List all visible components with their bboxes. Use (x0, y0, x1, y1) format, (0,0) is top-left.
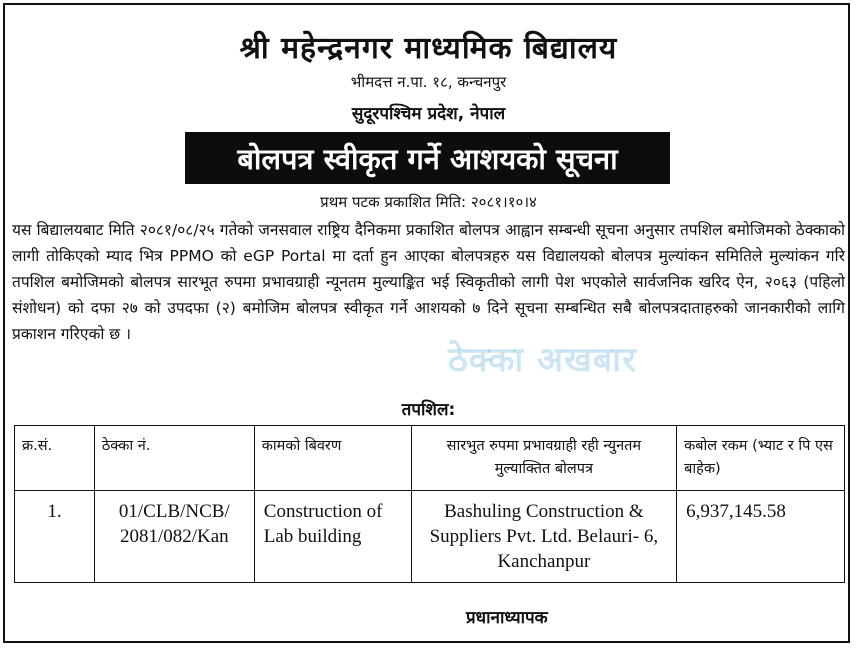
header-amount: कबोल रकम (भ्याट र पि एस बाहेक) (677, 426, 845, 491)
table-row (15, 491, 845, 583)
school-name: श्री महेन्द्रनगर माध्यमिक बिद्यालय (239, 31, 618, 66)
header-contract-no: ठेक्का नं. (94, 426, 254, 491)
cell-description: Construction of Lab building (254, 491, 411, 583)
watermark-text: ठेक्का अखबार (448, 340, 637, 380)
header-bidder: सारभुत रुपमा प्रभावग्राही रही न्युनतम मुल्याक्तित बोलपत्र (411, 426, 677, 491)
table-header-row (15, 426, 845, 491)
header-description: कामको बिवरण (254, 426, 411, 491)
cell-serial: 1. (15, 491, 95, 583)
cell-bidder: Bashuling Construction & Suppliers Pvt. Ltd. Belauri- 6, Kanchanpur (411, 491, 677, 583)
header-serial: क्र.सं. (15, 426, 95, 491)
cell-contract-no: 01/CLB/NCB/ 2081/082/Kan (94, 491, 254, 583)
cell-amount: 6,937,145.58 (677, 491, 845, 583)
signature-title: प्रधानाध्यापक (466, 608, 548, 628)
school-address: भीमदत्त न.पा. १८, कन्चनपुर (350, 73, 507, 91)
schedule-table (14, 425, 845, 583)
schedule-title: तपशिल: (401, 400, 456, 420)
notice-title: बोलपत्र स्वीकृत गर्ने आशयको सूचना (237, 141, 618, 176)
province-line: सुदूरपश्चिम प्रदेश, नेपाल (351, 104, 506, 124)
first-published-date: प्रथम पटक प्रकाशित मिति: २०८१।१०।४ (320, 193, 537, 211)
notice-title-banner (185, 132, 670, 184)
notice-body: यस बिद्यालयबाट मिति २०८१/०८/२५ गतेको जनसवाल राष्ट्रिय दैनिकमा प्रकाशित बोलपत्र आह्वान सम्बन्धी सूचना अनुसार तपशिल बमोजिमको ठेक्काको लागी तोकिएको म्याद भित्र PPMO को eGP Portal मा दर्ता हुन आएका बोलपत्रहरु यस विद्यालयको बोलपत्र मुल्यांकन समितिले मुल्यांकन गरि तपशिल बमोजिमको बोलपत्र सारभूत रुपमा प्रभावग्राही न्यूनतम मुल्याङ्कित भई स्विकृतीको लागी पेश भएकोले सार्वजनिक खरिद ऐन, २०६३ (पहिलो संशोधन) को दफा २७ को उपदफा (२) बमोजिम बोलपत्र स्वीकृत गर्ने आशयको ७ दिने सूचना सम्बन्धित सबै बोलपत्रदाताहरुको जानकारीको लागि प्रकाशन गरिएको छ । (12, 221, 845, 343)
